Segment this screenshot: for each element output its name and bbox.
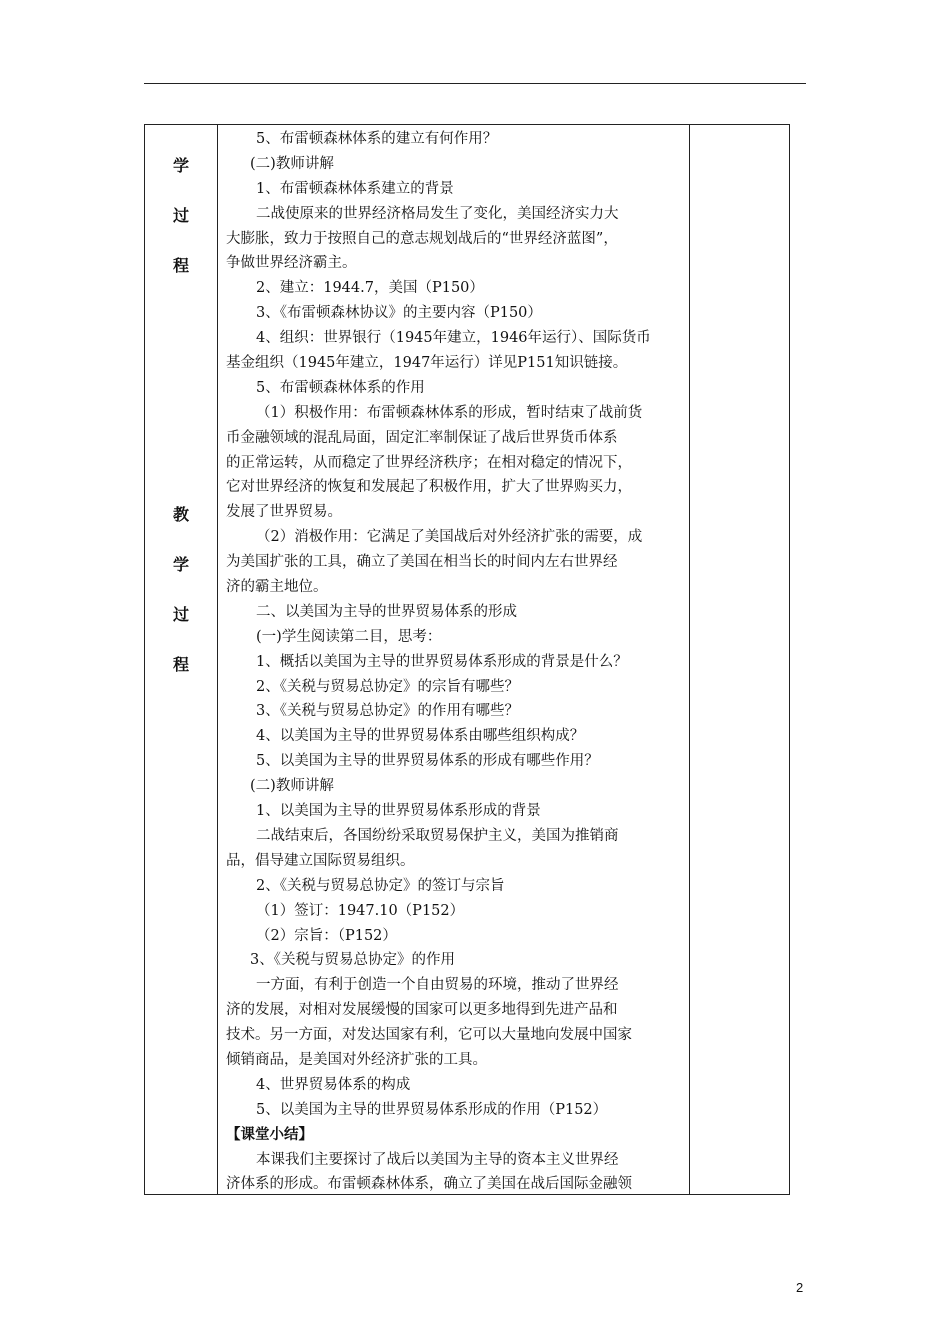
text-line: 4、以美国为主导的世界贸易体系由哪些组织构成？ <box>256 728 585 745</box>
header-rule <box>144 83 806 84</box>
text-line: 5、以美国为主导的世界贸易体系形成的作用（P152） <box>256 1101 608 1118</box>
text-line: 的正常运转，从而稳定了世界经济秩序；在相对稳定的情况下， <box>226 454 632 471</box>
section-label-char: 过 <box>172 605 189 624</box>
text-line: 1、概括以美国为主导的世界贸易体系形成的背景是什么？ <box>256 653 628 670</box>
text-line: 5、布雷顿森林体系的建立有何作用？ <box>256 131 498 147</box>
section-label-char: 学 <box>172 156 189 175</box>
text-line: 本课我们主要探讨了战后以美国为主导的资本主义世界经 <box>256 1151 619 1168</box>
text-line: 二战结束后，各国纷纷采取贸易保护主义，美国为推销商 <box>256 827 619 844</box>
text-line: 为美国扩张的工具，确立了美国在相当长的时间内左右世界经 <box>226 554 618 571</box>
text-line: 币金融领域的混乱局面，固定汇率制保证了战后世界货币体系 <box>226 429 618 446</box>
text-line: （1）积极作用：布雷顿森林体系的形成，暂时结束了战前货 <box>256 404 643 421</box>
text-line: （1）签订：1947.10（P152） <box>256 902 465 919</box>
text-line: 3、《关税与贸易总协定》的作用有哪些？ <box>256 703 519 720</box>
text-line: 二战使原来的世界经济格局发生了变化，美国经济实力大 <box>256 205 619 222</box>
section-label-char: 程 <box>172 256 189 275</box>
text-line: 3、《关税与贸易总协定》的作用 <box>250 952 455 969</box>
text-line: 争做世界经济霸主。 <box>226 255 357 272</box>
text-line: 5、布雷顿森林体系的作用 <box>256 379 425 396</box>
section-label-char: 过 <box>172 206 189 225</box>
section-label-column <box>145 125 217 1194</box>
text-line: 品，倡导建立国际贸易组织。 <box>226 852 415 869</box>
text-line: 济的霸主地位。 <box>226 579 328 596</box>
text-line: 二、以美国为主导的世界贸易体系的形成 <box>256 603 517 620</box>
text-line: 一方面，有利于创造一个自由贸易的环境，推动了世界经 <box>256 977 619 994</box>
text-line: (二)教师讲解 <box>250 778 334 795</box>
page-number: 2 <box>796 1280 804 1295</box>
text-line: 3、《布雷顿森林协议》的主要内容（P150） <box>256 305 542 322</box>
text-line: 2、建立：1944.7，美国（P150） <box>256 280 484 297</box>
text-line: 发展了世界贸易。 <box>226 504 342 521</box>
text-line: 济的发展，对相对发展缓慢的国家可以更多地得到先进产品和 <box>226 1002 618 1019</box>
section-label-char: 学 <box>172 555 189 574</box>
summary-heading: 【课堂小结】 <box>226 1126 313 1143</box>
text-line: 基金组织（1945年建立，1947年运行）详见P151知识链接。 <box>226 355 628 372</box>
text-line: 4、组织：世界银行（1945年建立，1946年运行）、国际货币 <box>256 330 651 347</box>
column-divider-right <box>689 125 690 1194</box>
text-line: （2）宗旨：（P152） <box>256 927 397 944</box>
text-line: （2）消极作用：它满足了美国战后对外经济扩张的需要，成 <box>256 529 643 546</box>
text-line: 倾销商品，是美国对外经济扩张的工具。 <box>226 1051 487 1068</box>
text-line: (二)教师讲解 <box>250 155 334 172</box>
text-line: 2、《关税与贸易总协定》的宗旨有哪些？ <box>256 678 519 695</box>
text-line: 1、以美国为主导的世界贸易体系形成的背景 <box>256 803 541 820</box>
text-line: 它对世界经济的恢复和发展起了积极作用，扩大了世界购买力， <box>226 479 632 496</box>
text-line: 技术。另一方面，对发达国家有利，它可以大量地向发展中国家 <box>226 1027 632 1044</box>
text-line: 5、以美国为主导的世界贸易体系的形成有哪些作用？ <box>256 753 599 770</box>
text-line: (一)学生阅读第二目，思考： <box>256 628 442 645</box>
section-label-char: 教 <box>172 505 189 524</box>
text-line: 大膨胀，致力于按照自己的意志规划战后的“世界经济蓝图”， <box>226 230 618 247</box>
text-line: 4、世界贸易体系的构成 <box>256 1076 411 1093</box>
text-line: 1、布雷顿森林体系建立的背景 <box>256 180 454 197</box>
text-line: 济体系的形成。布雷顿森林体系，确立了美国在战后国际金融领 <box>226 1176 632 1193</box>
text-line: 2、《关税与贸易总协定》的签订与宗旨 <box>256 877 505 894</box>
lesson-content <box>226 127 686 1197</box>
section-label-char: 程 <box>172 655 189 674</box>
column-divider-left <box>217 125 218 1194</box>
lesson-plan-table <box>144 124 790 1195</box>
